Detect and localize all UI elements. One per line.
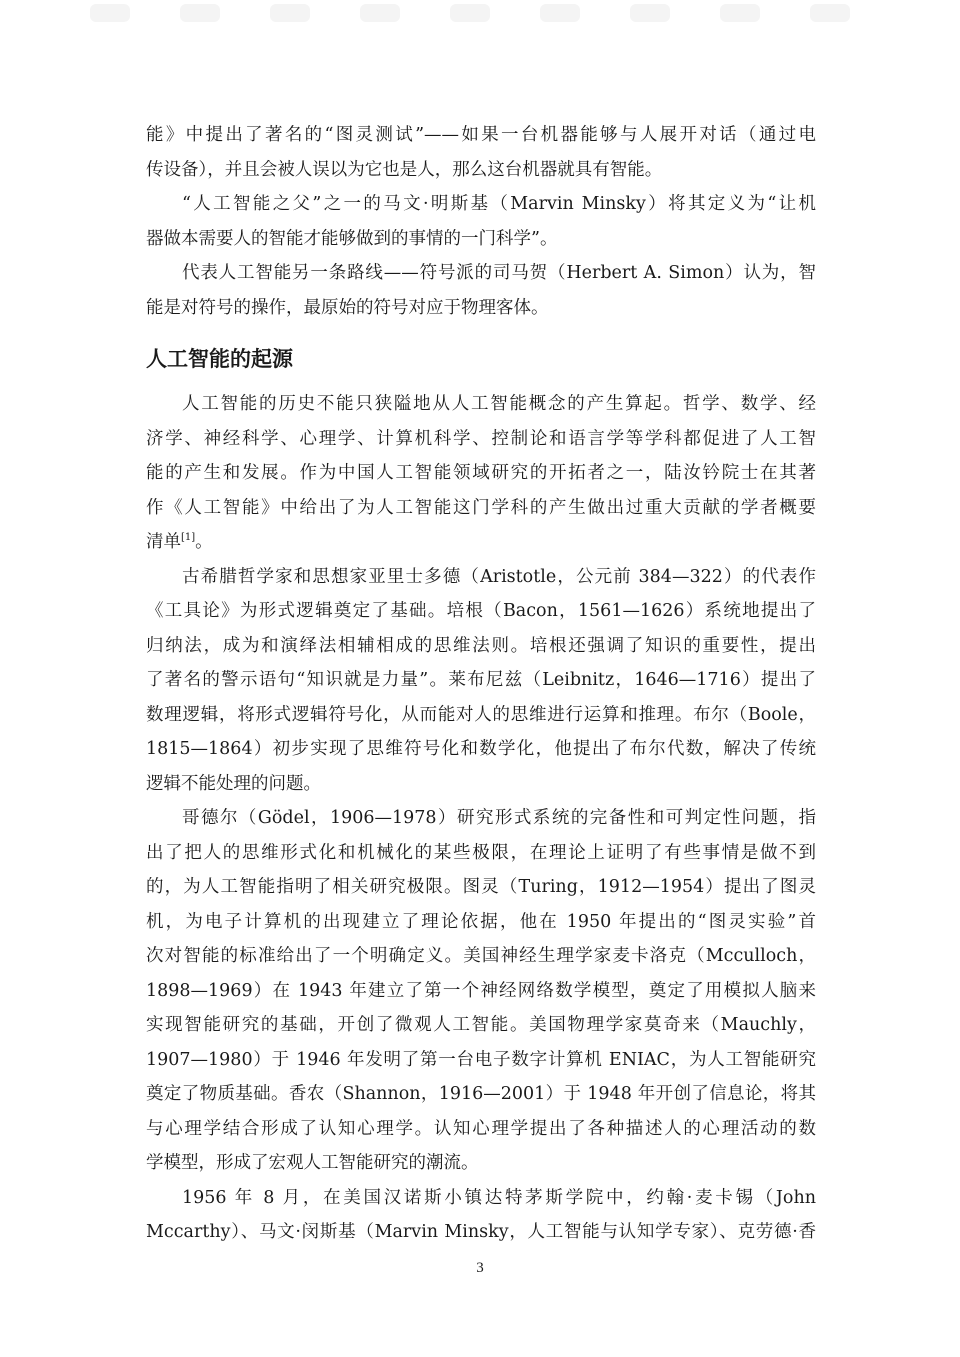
paragraph <box>146 1181 816 1250</box>
citation-ref[interactable]: [1] <box>181 532 196 544</box>
text-line: 传设备），并且会被人误以为它也是人，那么这台机器就具有智能。 <box>146 159 663 180</box>
text-line: 1956 年 8 月，在美国汉诺斯小镇达特茅斯学院中，约翰·麦卡锡（John <box>182 1187 816 1208</box>
text-line: 能》中提出了著名的“图灵测试”——如果一台机器能够与人展开对话（通过电 <box>146 125 816 145</box>
text-line: 出了把人的思维形式化和机械化的某些极限，在理论上证明了有些事情是做不到 <box>146 842 816 863</box>
text-line: 作《人工智能》中给出了为人工智能这门学科的产生做出过重大贡献的学者概要 <box>146 497 816 518</box>
text-line: 能是对符号的操作，最原始的符号对应于物理客体。 <box>146 297 549 318</box>
text-line: 数理逻辑，将形式逻辑符号化，从而能对人的思维进行运算和推理。布尔（Boole， <box>146 704 816 725</box>
text-line: “人工智能之父”之一的马文·明斯基（Marvin Minsky）将其定义为“让机 <box>182 194 816 214</box>
text-line: 1815—1864）初步实现了思维符号化和数学化，他提出了布尔代数，解决了传统 <box>146 739 816 759</box>
text-line: 奠定了物质基础。香农（Shannon，1916—2001）于 1948 年开创了信息论，将其 <box>146 1084 816 1104</box>
text-line: 逻辑不能处理的问题。 <box>146 773 321 794</box>
text-line: 器做本需要人的智能才能够做到的事情的一门科学”。 <box>146 228 558 249</box>
text-line: Mccarthy）、马文·闵斯基（Marvin Minsky，人工智能与认知学专家）、克劳德·香 <box>146 1222 816 1242</box>
text-line: 实现智能研究的基础，开创了微观人工智能。美国物理学家莫奇来（Mauchly， <box>146 1015 816 1035</box>
watermark-strip <box>0 0 960 30</box>
text-line: 机，为电子计算机的出现建立了理论依据，他在 1950 年提出的“图灵实验”首 <box>146 911 816 932</box>
text-line: 归纳法，成为和演绎法相辅相成的思维法则。培根还强调了知识的重要性，提出 <box>146 635 816 656</box>
paragraph <box>146 560 816 802</box>
section-title: 人工智能的起源 <box>146 347 293 371</box>
text-line: 1907—1980）于 1946 年发明了第一台电子数字计算机 ENIAC，为人工智能研究 <box>146 1049 816 1070</box>
text-line: 的，为人工智能指明了相关研究极限。图灵（Turing，1912—1954）提出了图灵 <box>146 877 816 897</box>
text-fragment: 。 <box>195 532 213 552</box>
paragraph <box>146 187 816 256</box>
body-text <box>146 118 816 1250</box>
text-line: 学模型，形成了宏观人工智能研究的潮流。 <box>146 1153 479 1173</box>
text-line: 次对智能的标准给出了一个明确定义。美国神经生理学家麦卡洛克（Mcculloch， <box>146 946 816 966</box>
page-number: 3 <box>476 1260 484 1276</box>
text-fragment: 清单 <box>146 532 181 552</box>
text-line: 1898—1969）在 1943 年建立了第一个神经网络数学模型，奠定了用模拟人脑来 <box>146 980 816 1001</box>
paragraph <box>146 801 816 1181</box>
text-line <box>146 525 816 560</box>
paragraph <box>146 118 816 187</box>
paragraph <box>146 256 816 325</box>
text-line: 《工具论》为形式逻辑奠定了基础。培根（Bacon，1561—1626）系统地提出了 <box>146 601 816 621</box>
text-line: 能的产生和发展。作为中国人工智能领域研究的开拓者之一，陆汝钤院士在其著 <box>146 463 816 483</box>
text-line: 古希腊哲学家和思想家亚里士多德（Aristotle，公元前 384—322）的代表作 <box>182 566 816 587</box>
text-line: 哥德尔（Gödel，1906—1978）研究形式系统的完备性和可判定性问题，指 <box>182 808 816 828</box>
text-line: 济学、神经科学、心理学、计算机科学、控制论和语言学等学科都促进了人工智 <box>146 428 816 449</box>
text-line: 了著名的警示语句“知识就是力量”。莱布尼兹（Leibnitz，1646—1716）提出了 <box>146 670 816 690</box>
text-line: 与心理学结合形成了认知心理学。认知心理学提出了各种描述人的心理活动的数 <box>146 1118 816 1139</box>
text-line: 人工智能的历史不能只狭隘地从人工智能概念的产生算起。哲学、数学、经 <box>182 394 816 414</box>
paragraph <box>146 387 816 560</box>
text-line: 代表人工智能另一条路线——符号派的司马贺（Herbert A. Simon）认为，智 <box>182 263 816 283</box>
